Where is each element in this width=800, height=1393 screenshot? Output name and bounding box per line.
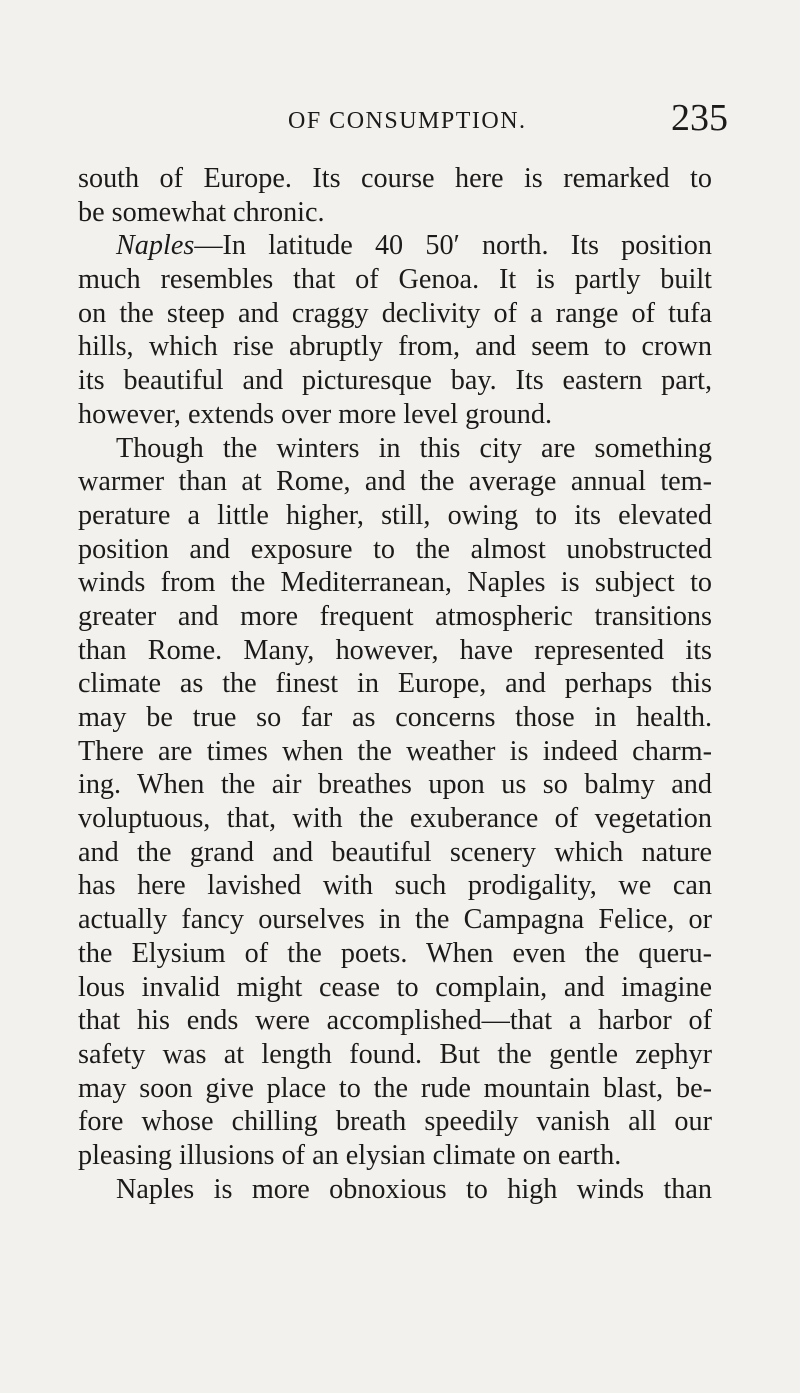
- text-line: warmer than at Rome, and the average annual tem-: [78, 466, 712, 498]
- text-line-naples-heading: [78, 229, 712, 263]
- text-line: greater and more frequent atmospheric transitions: [78, 600, 712, 632]
- text-line: position and exposure to the almost unobstructed: [78, 533, 712, 565]
- running-head: [288, 96, 728, 139]
- text-line: winds from the Mediterranean, Naples is subject to: [78, 567, 712, 599]
- text-line: be somewhat chronic.: [78, 196, 325, 228]
- page-number: 235: [671, 97, 728, 139]
- text-line: and the grand and beautiful scenery which nature: [78, 836, 712, 868]
- naples-heading-rest: —In latitude 40 50′ north. Its position: [194, 230, 712, 262]
- text-line: voluptuous, that, with the exuberance of vegetation: [78, 803, 712, 835]
- text-line: pleasing illusions of an elysian climate on earth.: [78, 1139, 622, 1171]
- text-line: hills, which rise abruptly from, and seem to crown: [78, 331, 712, 363]
- text-line: than Rome. Many, however, have represented its: [78, 634, 712, 666]
- text-line: however, extends over more level ground.: [78, 398, 552, 430]
- text-line: ing. When the air breathes upon us so balmy and: [78, 769, 712, 801]
- naples-heading: Naples: [116, 230, 195, 262]
- body-text: [78, 162, 712, 1206]
- text-line: the Elysium of the poets. When even the queru-: [78, 937, 712, 969]
- text-line: There are times when the weather is indeed charm-: [78, 735, 712, 767]
- text-line: safety was at length found. But the gentle zephyr: [78, 1038, 712, 1070]
- text-line: actually fancy ourselves in the Campagna Felice, or: [78, 904, 712, 936]
- text-line: fore whose chilling breath speedily vanish all our: [78, 1106, 712, 1138]
- text-line: much resembles that of Genoa. It is partly built: [78, 264, 712, 296]
- running-title: OF CONSUMPTION.: [288, 108, 527, 134]
- text-line: Naples is more obnoxious to high winds than: [116, 1173, 712, 1205]
- text-line: that his ends were accomplished—that a harbor of: [78, 1005, 712, 1037]
- text-line: Though the winters in this city are something: [116, 432, 712, 464]
- text-line: perature a little higher, still, owing to its elevated: [78, 499, 712, 531]
- text-line: climate as the finest in Europe, and perhaps this: [78, 668, 712, 700]
- text-line: lous invalid might cease to complain, and imagine: [78, 971, 712, 1003]
- text-line: may be true so far as concerns those in health.: [78, 702, 712, 733]
- text-line: its beautiful and picturesque bay. Its eastern part,: [78, 365, 712, 397]
- text-line: south of Europe. Its course here is remarked to: [78, 163, 712, 194]
- text-line: has here lavished with such prodigality, we can: [78, 870, 712, 902]
- text-line: on the steep and craggy declivity of a range of tufa: [78, 297, 712, 329]
- text-line: may soon give place to the rude mountain blast, be-: [78, 1072, 712, 1104]
